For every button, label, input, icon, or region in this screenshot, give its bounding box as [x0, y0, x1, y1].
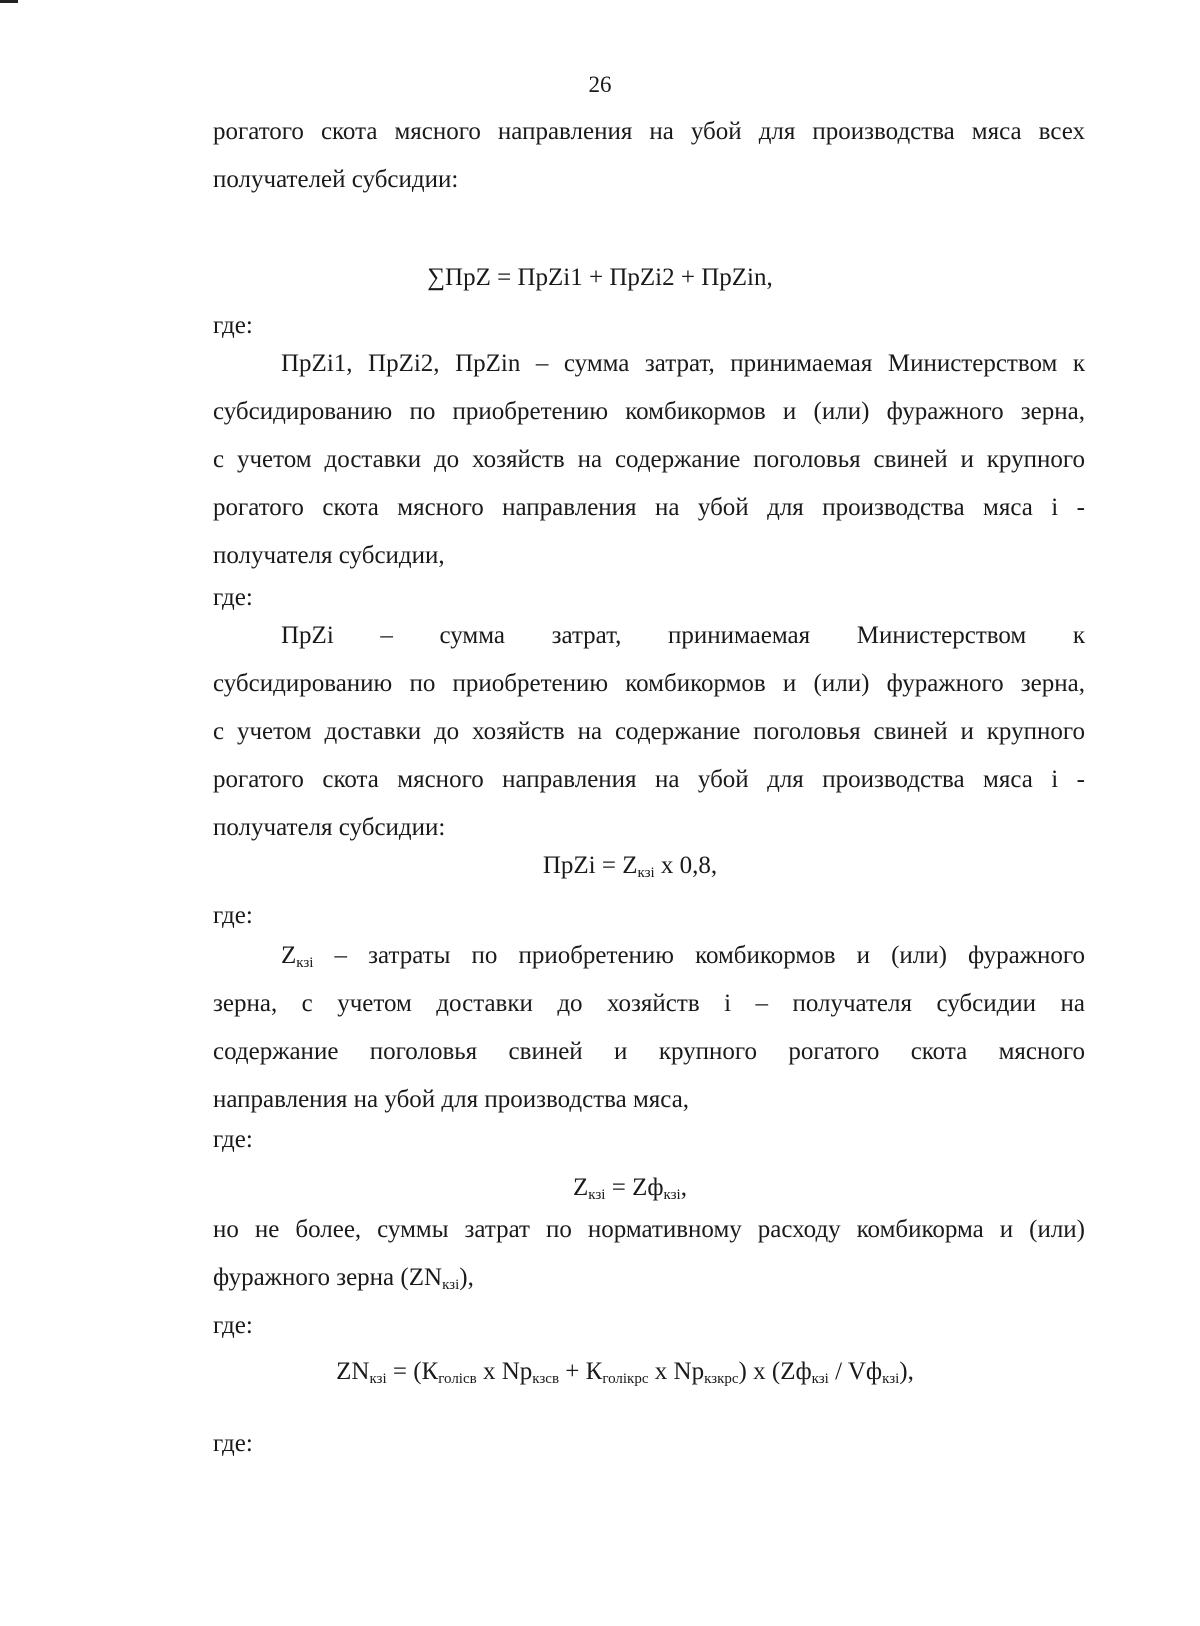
formula-subscript: кзi: [663, 1187, 681, 1203]
formula-part: ) x (Zф: [738, 1358, 812, 1385]
text-line: [213, 1254, 1085, 1302]
text-line: [213, 932, 1085, 980]
text-line: получателя субсидии,: [213, 542, 445, 569]
paragraph-definition-przi1: [213, 340, 1085, 580]
formula-subscript: кзi: [882, 1371, 900, 1387]
text-part: ),: [459, 1264, 474, 1291]
text-line: рогатого скота мясного направления на убой для производства мяса i -: [213, 766, 1085, 793]
page-number: 26: [588, 72, 612, 97]
scan-corner-mark: [0, 0, 18, 3]
formula-subscript: голiкрс: [602, 1371, 649, 1387]
formula-sum: ∑ПрZ = ПрZi1 + ПрZi2 + ПрZin,: [427, 264, 773, 291]
text-line: субсидированию по приобретению комбикормов и (или) фуражного зерна,: [213, 398, 1085, 425]
where-label: где:: [213, 1126, 253, 1153]
formula-part: x Np: [648, 1358, 705, 1385]
formula-przi: [0, 850, 1200, 882]
formula-part: / Vф: [828, 1358, 883, 1385]
text-line: ПрZi1, ПрZi2, ПрZin – сумма затрат, принимаемая Министерством к: [281, 350, 1085, 377]
where-label: где:: [213, 312, 253, 339]
text-part: фуражного зерна (ZN: [213, 1264, 443, 1291]
text-line: субсидированию по приобретению комбикормов и (или) фуражного зерна,: [213, 670, 1085, 697]
formula-subscript: кзi: [442, 1277, 460, 1293]
text-line: рогатого скота мясного направления на убой для производства мяса i -: [213, 494, 1085, 521]
formula-subscript: кзi: [811, 1371, 829, 1387]
where-label: где:: [213, 1430, 253, 1457]
text-part: – затраты по приобретению комбикормов и (или) фуражного: [313, 942, 1085, 969]
where-label: где:: [213, 902, 253, 929]
formula-part: Z: [573, 1174, 589, 1201]
text-line: рогатого скота мясного направления на убой для производства мяса всех: [213, 118, 1085, 145]
formula-znkzi: [0, 1356, 1200, 1388]
formula-subscript: голiсв: [438, 1371, 477, 1387]
formula-part: x 0,8,: [654, 852, 718, 879]
formula-part: = (К: [386, 1358, 439, 1385]
formula-part: x Np: [476, 1358, 533, 1385]
text-line: с учетом доставки до хозяйств на содержание поголовья свиней и крупного: [213, 718, 1085, 745]
formula-subscript: кзi: [588, 1187, 606, 1203]
text-line: получателя субсидии:: [213, 814, 446, 841]
text-line: содержание поголовья свиней и крупного рогатого скота мясного: [213, 1038, 1085, 1065]
text-line: получателей субсидии:: [213, 166, 459, 193]
formula-part: ),: [899, 1358, 914, 1385]
paragraph-continuation: [213, 108, 1085, 204]
paragraph-limit: [213, 1206, 1085, 1302]
where-label: где:: [213, 1312, 253, 1339]
formula-subscript: кзсв: [532, 1371, 560, 1387]
text-line: направления на убой для производства мяса,: [213, 1086, 690, 1113]
formula-part: = Zф: [605, 1174, 664, 1201]
formula-part: ZN: [336, 1358, 370, 1385]
text-line: зерна, с учетом доставки до хозяйств i – получателя субсидии на: [213, 990, 1085, 1017]
formula-subscript: кзкрс: [704, 1371, 739, 1387]
formula-part: + К: [559, 1358, 603, 1385]
paragraph-definition-przi: [213, 612, 1085, 852]
formula-zkzi: [0, 1172, 1200, 1204]
formula-subscript: кзi: [369, 1371, 387, 1387]
where-label: где:: [213, 584, 253, 611]
text-line: ПрZi – сумма затрат, принимаемая Министерством к: [281, 622, 1085, 649]
formula-subscript: кзi: [296, 955, 314, 971]
formula-subscript: кзi: [637, 865, 655, 881]
formula-part: ,: [680, 1174, 687, 1201]
formula-part: ПрZi = Z: [542, 852, 638, 879]
text-part: Z: [281, 942, 297, 969]
text-line: но не более, суммы затрат по нормативному расходу комбикорма и (или): [213, 1216, 1085, 1243]
paragraph-definition-zkzi: [213, 932, 1085, 1124]
text-line: с учетом доставки до хозяйств на содержание поголовья свиней и крупного: [213, 446, 1085, 473]
